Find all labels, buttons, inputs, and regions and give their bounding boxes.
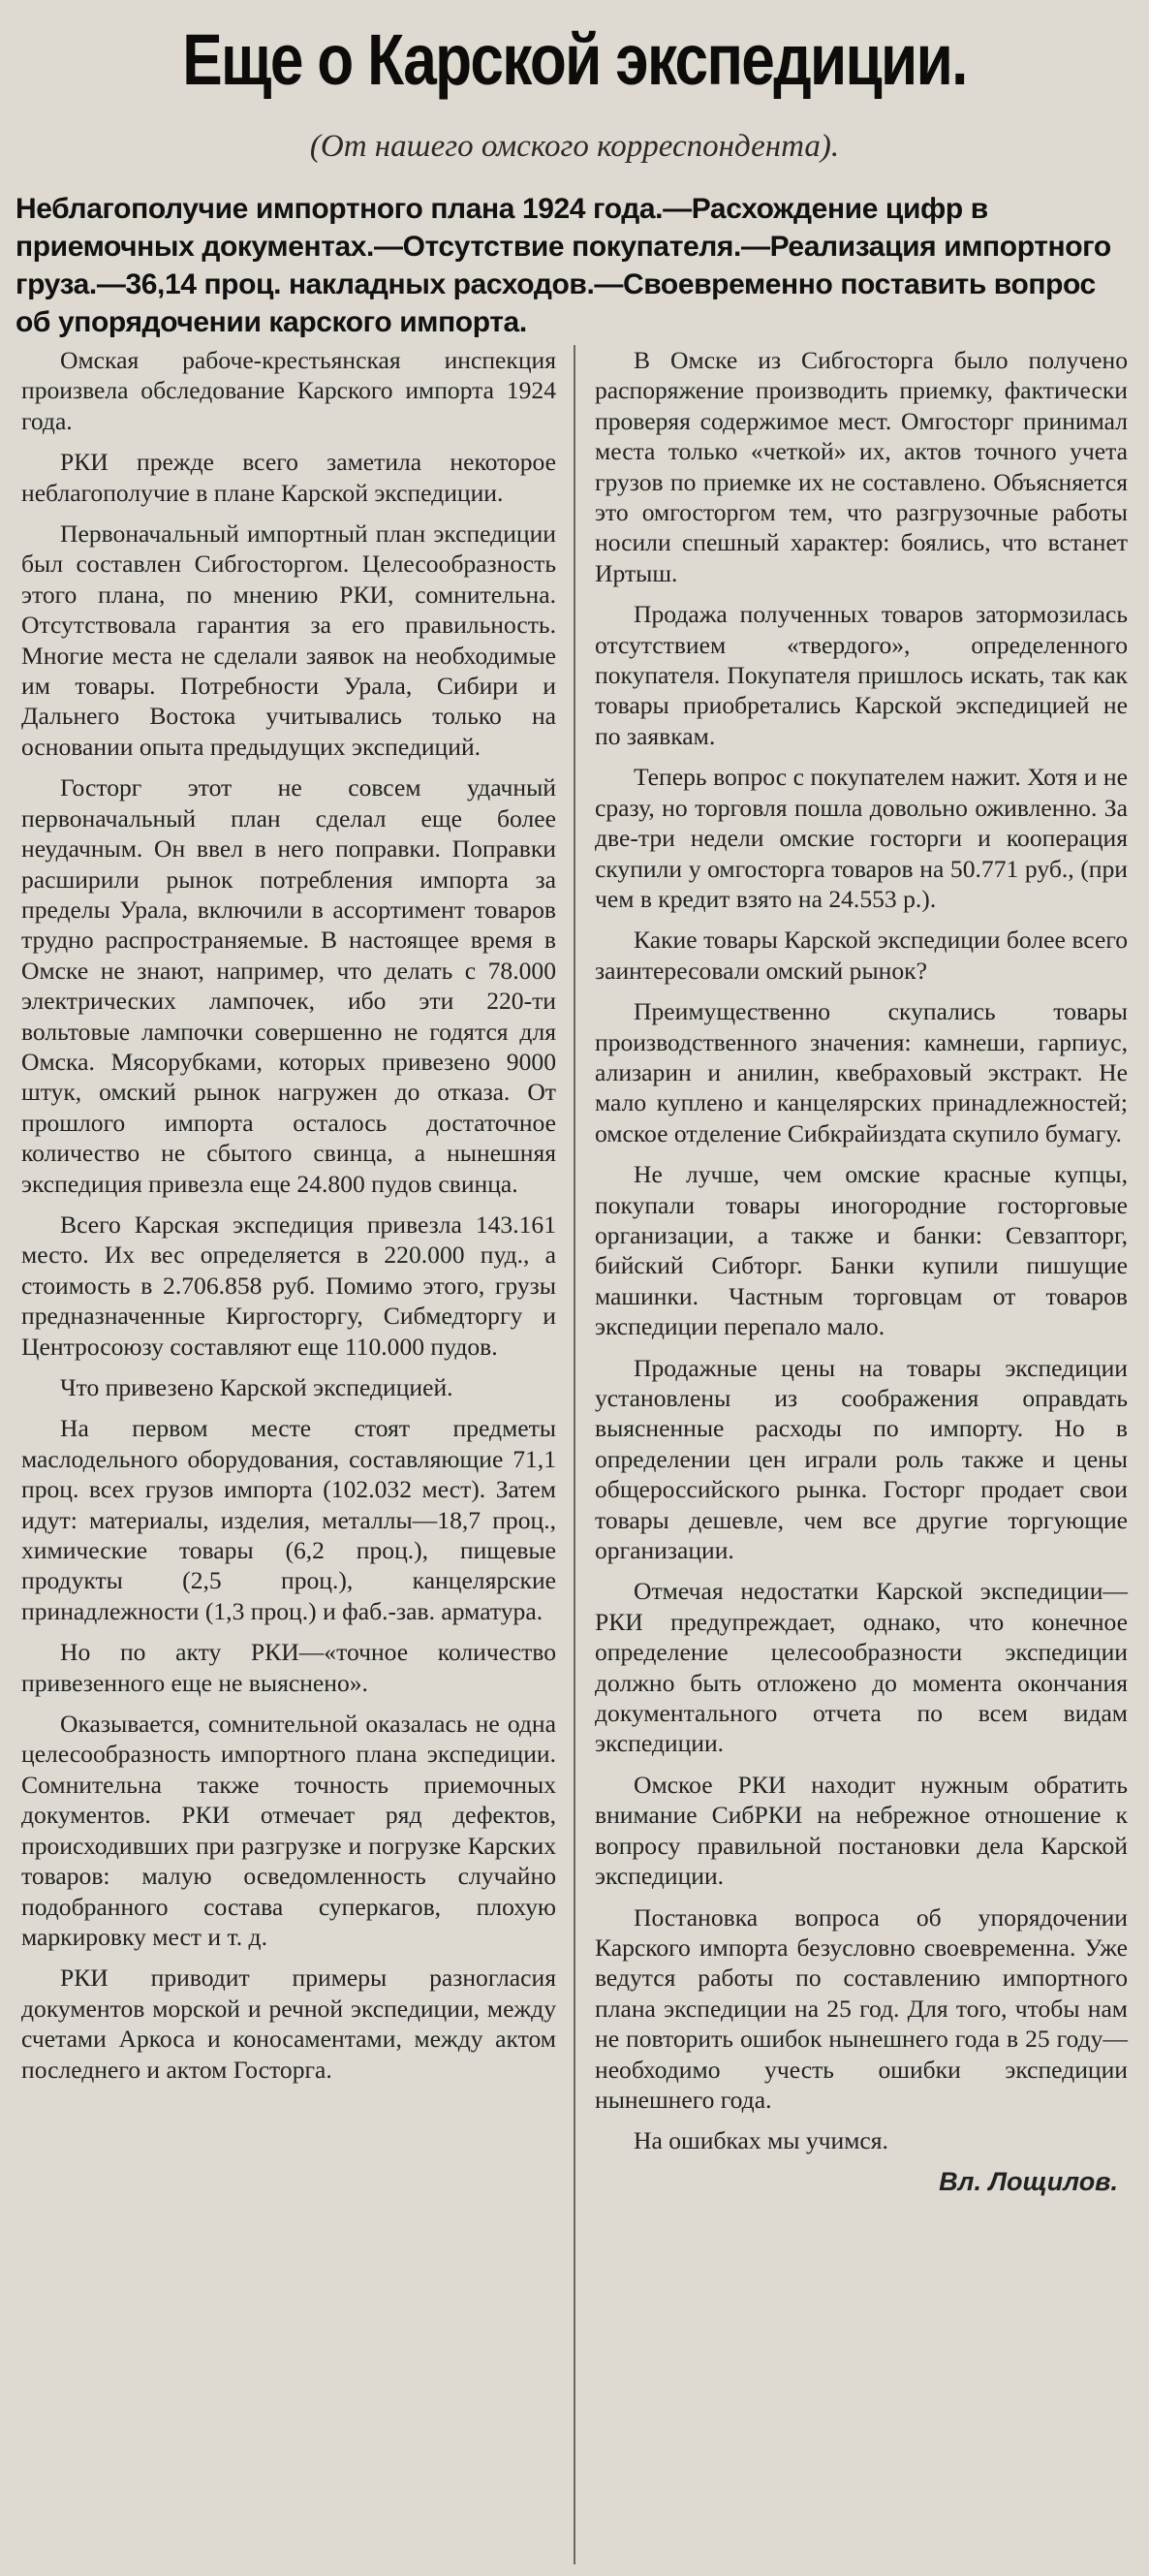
article-headline: Еще о Карской экспедиции.: [182, 19, 967, 100]
paragraph: Омская рабоче-крестьянская инспекция произвела обследование Карского импорта 1924 года.: [21, 346, 556, 435]
paragraph: Оказывается, сомнительной оказалась не одна целесообразность импортного плана экспедиции. Сомнительна также точность приемочных документов. РКИ отмечает ряд дефектов, происходивших при разгрузке и погрузке Карских товаров: малую осведомленность случайно подобранного состава суперкагов, плохую маркировку мест и т. д.: [21, 1710, 556, 1951]
paragraph: РКИ прежде всего заметила некоторое неблагополучие в плане Карской экспедиции.: [21, 448, 556, 507]
right-column: [595, 345, 1128, 2197]
author-signature: Вл. Лощилов.: [939, 2166, 1118, 2196]
article-byline: (От нашего омского корреспондента).: [309, 129, 840, 164]
paragraph: Теперь вопрос с покупателем нажит. Хотя и не сразу, но торговля пошла довольно оживленно. За две-три недели омские госторги и кооперация скупили у омгосторга товаров на 50.771 руб., (при чем в кредит взято на 24.553 р.).: [595, 763, 1128, 913]
paragraph: Что привезено Карской экспедицией.: [60, 1373, 453, 1401]
paragraph: Не лучше, чем омские красные купцы, покупали товары иногородние госторговые организации, а также и банки: Севзапторг, бийский Сибторг. Банки купили пишущие машинки. Частным торговцам от товаров экспедиции перепало мало.: [595, 1160, 1128, 1341]
paragraph: В Омске из Сибгосторга было получено распоряжение производить приемку, фактически проверяя содержимое мест. Омгосторг принимал места только «четкой» их, актов точного учета грузов по приемке их не составлено. Объясняется это омгосторгом тем, что разгрузочные работы носили спешный характер: боялись, что встанет Иртыш.: [595, 346, 1128, 587]
paragraph: Первоначальный импортный план экспедиции был составлен Сибгосторгом. Целесообразность этого плана, по мнению РКИ, сомнительна. Отсутствовала гарантия за его правильность. Многие места не сделали заявок на необходимые им товары. Потребности Урала, Сибири и Дальнего Востока учитывались только на основании опыта предыдущих экспедиций.: [21, 519, 556, 761]
left-column: [21, 345, 556, 2095]
paragraph: Преимущественно скупались товары производственного значения: камнеши, гарпиус, ализарин и анилин, квебраховый экстракт. Не мало куплено и канцелярских принадлежностей; омское отделение Сибкрайиздата скупило бумагу.: [595, 997, 1128, 1147]
paragraph: Постановка вопроса об упорядочении Карского импорта безусловно своевременна. Уже ведутся работы по составлению импортного плана экспедиции на 25 год. Для того, чтобы нам не повторить ошибок нынешнего года в 25 году—необходимо учесть ошибки экспедиции нынешнего года.: [595, 1902, 1128, 2114]
paragraph: Какие товары Карской экспедиции более всего заинтересовали омский рынок?: [595, 926, 1128, 985]
paragraph: На ошибках мы учимся.: [634, 2126, 888, 2155]
column-divider: [574, 345, 575, 2564]
paragraph: Но по акту РКИ—«точное количество привезенного еще не выяснено».: [21, 1638, 556, 1697]
paragraph: РКИ приводит примеры разногласия документов морской и речной экспедиции, между счетами Аркоса и коносаментами, между актом последнего и актом Госторга.: [21, 1963, 556, 2084]
paragraph: На первом месте стоят предметы маслодельного оборудования, составляющие 71,1 проц. всех грузов импорта (102.032 мест). Затем идут: материалы, изделия, металлы—18,7 проц., химические товары (6,2 проц.), пищевые продукты (2,5 проц.), канцелярские принадлежности (1,3 проц.) и фаб.-зав. арматура.: [21, 1414, 556, 1625]
article-summary: Неблагополучие импортного плана 1924 года.—Расхождение цифр в приемочных документах.—Отсутствие покупателя.—Реализация импортного груза.—36,14 проц. накладных расходов.—Своевременно поставить вопрос об упорядочении карского импорта.: [16, 193, 1111, 338]
paragraph: Госторг этот не совсем удачный первоначальный план сделал еще более неудачным. Он ввел в него поправки. Поправки расширили рынок потребления импорта за пределы Урала, включили в ассортимент товаров трудно распространяемые. В настоящее время в Омске не знают, например, что делать с 78.000 электрических лампочек, ибо эти 220-ти вольтовые лампочки совершенно не годятся для Омска. Мясорубками, которых привезено 9000 штук, омский рынок нагружен до отказа. От прошлого импорта осталось достаточное количество не сбытого свинца, а нынешняя экспедиция привезла еще 24.800 пудов свинца.: [21, 773, 556, 1198]
paragraph: Омское РКИ находит нужным обратить внимание СибРКИ на небрежное отношение к вопросу правильной постановки дела Карской экспедиции.: [595, 1770, 1128, 1891]
paragraph: Отмечая недостатки Карской экспедиции—РКИ предупреждает, однако, что конечное определение целесообразности экспедиции должно быть отложено до момента окончания документального отчета по всем видам экспедиции.: [595, 1577, 1128, 1758]
paragraph: Продажа полученных товаров затормозилась отсутствием «твердого», определенного покупателя. Покупателя пришлось искать, так как товары приобретались Карской экспедицией не по заявкам.: [595, 600, 1128, 750]
paragraph: Всего Карская экспедиция привезла 143.161 место. Их вес определяется в 220.000 пуд., а стоимость в 2.706.858 руб. Помимо этого, грузы предназначенные Киргосторгу, Сибмедторгу и Центросоюзу составляют еще 110.000 пудов.: [21, 1209, 556, 1361]
paragraph: Продажные цены на товары экспедиции установлены из соображения оправдать выясненные расходы по импорту. Но в определении цен играли роль также и цены общероссийского рынка. Госторг продает свои товары дешевле, чем все другие торгующие организации.: [595, 1353, 1128, 1565]
